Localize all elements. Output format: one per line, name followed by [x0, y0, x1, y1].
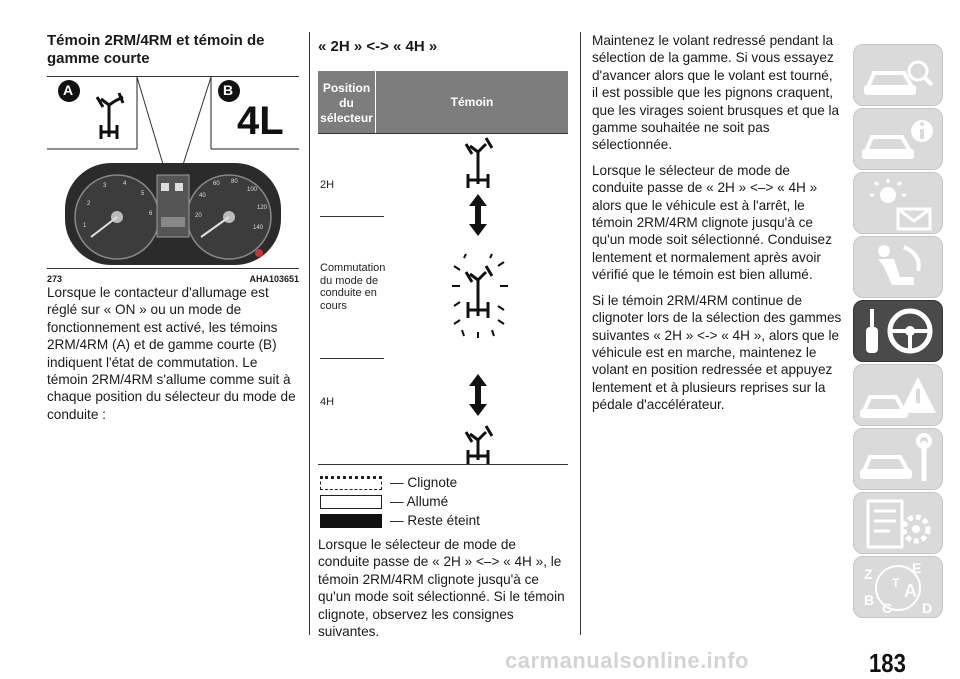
page-number: 183	[869, 648, 906, 678]
middle-paragraph: Lorsque le sélecteur de mode de conduite passe de « 2H » <–> « 4H », le témoin 2RM/4RM clignote jusqu'à ce qu'un mode soit sélectionné. Si le témoin clignote, observez les consignes suivantes.	[318, 537, 565, 640]
car-search-icon	[854, 45, 944, 107]
left-column	[47, 32, 299, 422]
svg-text:60: 60	[213, 181, 220, 187]
svg-text:1: 1	[83, 223, 87, 229]
off-swatch	[320, 514, 382, 528]
middle-column	[318, 38, 568, 640]
drivetrain-icon-a	[97, 93, 123, 139]
svg-text:140: 140	[253, 225, 264, 231]
svg-text:20: 20	[195, 213, 202, 219]
emergency-icon	[854, 365, 944, 427]
blink-swatch	[320, 476, 382, 490]
tab-maintenance[interactable]	[853, 428, 943, 490]
svg-text:4: 4	[123, 181, 127, 187]
intro-paragraph: Lorsque le contacteur d'allumage est réglé sur « ON » ou un mode de fonctionnement est activé, les témoins 2RM/4RM (A) et de gamme courte (B) indiquent l'état de commutation. Le témoin 2RM/4RM s'allume comme suit à chaque position du sélecteur du mode de conduite :	[47, 285, 296, 422]
legend-blinking	[320, 475, 457, 490]
figure-code: AHA103651	[249, 274, 299, 284]
tab-lights-messages[interactable]	[853, 172, 943, 234]
drivetrain-blinking-icon	[466, 266, 492, 318]
car-info-icon	[854, 109, 944, 171]
on-swatch	[320, 495, 382, 509]
svg-text:100: 100	[247, 187, 258, 193]
legend-off-text: — Reste éteint	[390, 513, 480, 528]
column-divider-1	[309, 32, 310, 635]
index-letter: Z	[864, 566, 873, 582]
light-message-icon	[854, 173, 944, 235]
index-letter: C	[882, 600, 893, 616]
svg-text:5: 5	[141, 191, 145, 197]
tab-technical-data[interactable]	[853, 492, 943, 554]
legend-on	[320, 494, 448, 509]
header-position: Position du sélecteur	[318, 71, 376, 133]
legend-on-text: — Allumé	[390, 494, 449, 509]
car-wrench-icon	[854, 429, 944, 491]
index-letter: A	[904, 581, 917, 601]
drivetrain-2h-icon	[466, 138, 492, 188]
figure-number: 273	[47, 274, 63, 284]
svg-text:120: 120	[257, 205, 268, 211]
tab-starting-driving[interactable]	[853, 300, 943, 362]
watermark: carmanualsonline.info	[505, 648, 749, 673]
index-letter: E	[912, 560, 922, 576]
index-letter: T	[892, 576, 900, 590]
column-divider-2	[580, 32, 581, 635]
table-bottom-rule	[318, 464, 568, 465]
svg-text:40: 40	[199, 193, 206, 199]
blink-rays-icon	[452, 254, 508, 338]
mode-subtitle: « 2H » <-> « 4H »	[318, 38, 438, 55]
transition-arrow-icon	[469, 374, 487, 416]
row-label-2h: 2H	[320, 179, 335, 191]
label-a: A	[63, 82, 74, 98]
svg-text:2: 2	[87, 201, 91, 207]
transition-arrow-icon	[469, 194, 487, 236]
right-paragraph-2: Lorsque le sélecteur de mode de conduite passe de « 2H » <–> « 4H » alors que le véhicule est à l'arrêt, le témoin 2RM/4RM clignote jusqu'à ce qu'un mode soit sélectionné. Conduisez lentement et normalement après avoir vérifié que le témoin est bien allumé.	[592, 162, 832, 283]
right-column	[592, 32, 842, 414]
tab-emergency[interactable]	[853, 364, 943, 426]
indicator-sequence	[318, 134, 568, 464]
tab-seatbelts[interactable]	[853, 236, 943, 298]
legend-blinking-text: — Clignote	[390, 475, 458, 490]
right-paragraph-3: Si le témoin 2RM/4RM continue de clignoter lors de la sélection des gammes suivantes « 2H » <-> « 4H », alors que le véhicule est en marche, maintenez le volant en position redressée et appuyez lentement et à plusieurs reprises sur la pédale d'accélérateur.	[592, 292, 842, 413]
drivetrain-4h-icon	[466, 426, 492, 464]
row-label-switching: Commutation du mode de conduite en cours	[320, 262, 386, 312]
legend-off	[320, 513, 480, 528]
svg-text:80: 80	[231, 179, 238, 185]
label-b: B	[223, 82, 234, 98]
low-range-label: 4L	[237, 99, 284, 143]
tab-dashboard-knowledge[interactable]	[853, 44, 943, 106]
index-letter: D	[922, 600, 933, 616]
specs-gear-icon	[854, 493, 944, 555]
table-header	[318, 71, 568, 134]
index-letter: B	[864, 592, 875, 608]
steering-key-icon	[854, 301, 944, 363]
tab-safety[interactable]	[853, 108, 943, 170]
seat-airbag-icon	[854, 237, 944, 299]
svg-text:6: 6	[149, 211, 153, 217]
row-label-4h: 4H	[320, 396, 335, 408]
tab-index[interactable]	[853, 556, 943, 618]
right-paragraph-1: Maintenez le volant redressé pendant la sélection de la gamme. Si vous essayez d'avancer alors que le volant est tourné, il est possible que les pignons craquent, que les virages soient brusques et que la gamme souhaitée ne soit pas sélectionnée.	[592, 33, 840, 153]
dashboard-figure	[47, 76, 299, 267]
svg-text:3: 3	[103, 183, 107, 189]
section-title: Témoin 2RM/4RM et témoin de gamme courte	[47, 32, 265, 67]
alphabet-index-icon	[854, 557, 944, 619]
header-temoin: Témoin	[450, 95, 494, 109]
